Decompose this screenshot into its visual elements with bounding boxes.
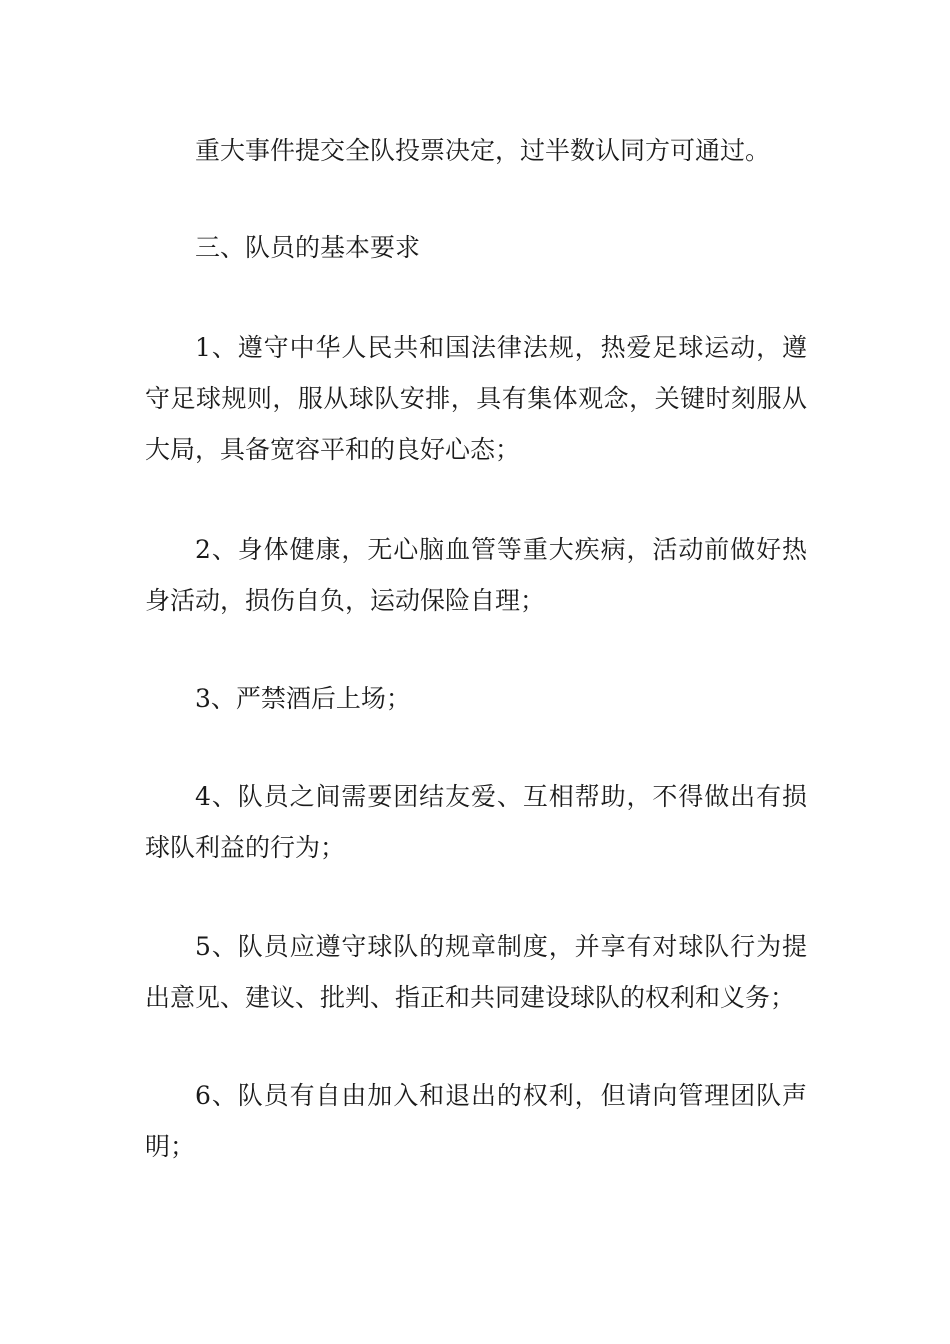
section-heading-member-requirements: 三、队员的基本要求 bbox=[195, 233, 421, 262]
paragraph-requirement-2: 2、身体健康，无心脑血管等重大疾病，活动前做好热身活动，损伤自负，运动保险自理； bbox=[145, 535, 807, 615]
paragraph-requirement-1: 1、遵守中华人民共和国法律法规，热爱足球运动，遵守足球规则，服从球队安排，具有集体观念，关键时刻服从大局，具备宽容平和的良好心态； bbox=[145, 333, 807, 464]
paragraph-requirement-3: 3、严禁酒后上场； bbox=[195, 684, 411, 713]
paragraph-requirement-5: 5、队员应遵守球队的规章制度，并享有对球队行为提出意见、建议、批判、指正和共同建设球队的权利和义务； bbox=[145, 932, 807, 1012]
paragraph-requirement-4: 4、队员之间需要团结友爱、互相帮助，不得做出有损球队利益的行为； bbox=[145, 782, 807, 862]
paragraph-requirement-6: 6、队员有自由加入和退出的权利，但请向管理团队声明； bbox=[145, 1081, 807, 1161]
paragraph-voting-rule: 重大事件提交全队投票决定，过半数认同方可通过。 bbox=[195, 136, 771, 165]
